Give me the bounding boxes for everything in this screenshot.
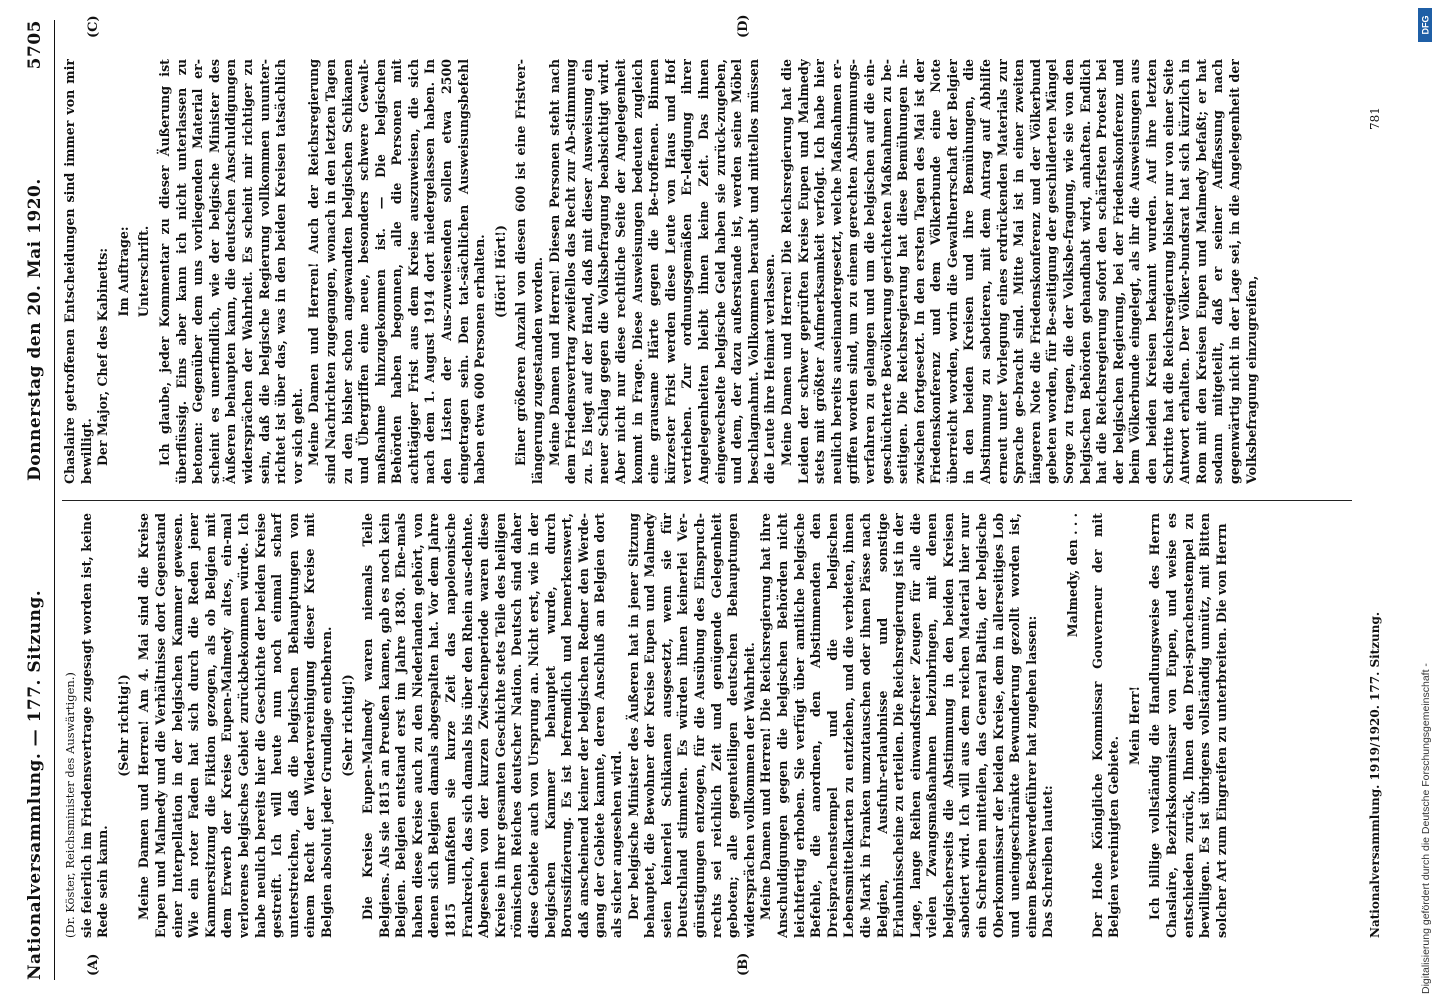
paragraph: Der Major, Chef des Kabinetts: (95, 247, 111, 466)
margin-marker-a: (A) (86, 953, 101, 976)
paragraph: Chaslaire getroffenen Entscheidungen sind immer von mir bewilligt. (62, 59, 94, 484)
paragraph: (Dr. Köster, Reichsminister des Auswärtigen.) (63, 672, 77, 938)
margin-marker-c: (C) (86, 15, 101, 38)
running-header (20, 20, 50, 980)
footer-signature: Nationalversammlung. 1919/1920. 177. Sitzung. (1368, 611, 1382, 938)
header-title: Nationalversammlung. — 177. Sitzung. (25, 589, 45, 980)
header-rule (54, 20, 55, 980)
column-divider (62, 500, 1352, 501)
paragraph: (Hört! Hört!) (492, 225, 508, 318)
paragraph: Die Kreise Eupen-Malmedy waren niemals Teile Belgiens. Als sie 1815 an Preußen kamen, gab es noch kein Belgien. Belgien entstand erst im Jahre 1830. Ehe-mals haben diese Kreise auch zu den Niederlanden gehört, von denen sich Belgien damals abgespalten hat. Vor dem Jahre 1815 umfaßten sie kurze Zeit das napoleonische Frankreich, das sich damals bis über den Rhein aus-dehnte. Abgesehen von der kurzen Zwischenperiode waren diese Kreise in ihrer gesamten Geschichte stets Teile des heiligen römischen Reiches deutscher Nation. Deutsch sind daher diese Gebiete auch von Ursprung an. Nicht erst, wie in der belgischen Kammer behauptet wurde, durch Borussifizierung. Es ist befremdlich und bemerkenswert, daß anscheinend keiner der belgischen Redner den Werde-gang der Gebiete kannte, deren Anschluß an Belgien dort als sicher angesehen wird. (360, 513, 624, 938)
paragraph: Meine Damen und Herren! Die Reichsregierung hat ihre Anschuldigungen gegen die belgischen Behörden nicht leichtfertig erhoben. Sie verfügt über amtliche belgische Befehle, die anordnen, den Abstimmenden den Dreisprachenstempel und die belgischen Lebensmittelkarten zu entziehen, und die verbieten, ihnen die Mark in Franken umzutauschen oder ihnen Pässe nach Belgien, Ausfuhr-erlaubnisse und sonstige Erlaubnisscheine zu erteilen. Die Reichsregierung ist in der Lage, lange Reihen einwandsfreier Zeugen für alle die vielen Zwangsmaßnahmen beizubringen, mit denen belgischerseits die Abstimmung in den beiden Kreisen sabotiert wird. Ich will aus dem reichen Material hier nur ein Schreiben mitteilen, das General Baltia, der belgische Oberkommissar der beiden Kreise, dem in allerseitiges Lob und uneingeschränkte Bewunderung gezollt worden ist, einem Beschwerdeführer hat zugehen lassen: (758, 513, 1039, 938)
paragraph: Meine Damen und Herren! Am 4. Mai sind die Kreise Eupen und Malmedy und die Verhältnisse dort Gegenstand einer Interpellation in der belgischen Kammer gewesen. Wie ein roter Faden hat sich durch die Reden jener Kammersitzung die Fiktion gezogen, als ob Belgien mit dem Erwerb der Kreise Eupen-Malmedy altes, ein-mal verlorenes belgisches Gebiet zurückbekommen würde. Ich habe neulich bereits hier die Geschichte der beiden Kreise gestreift. Ich will heute nun noch einmal scharf unterstreichen, daß die belgischen Behauptungen von einem Recht der Wiedervereinigung dieser Kreise mit Belgien absolut jeder Grundlage entbehren. (136, 513, 334, 938)
dfg-logo (1418, 8, 1432, 42)
dfg-logo-text: DFG (1420, 15, 1430, 35)
paragraph: (Sehr richtig!) (115, 674, 131, 777)
digitization-note: Digitalisierung gefördert durch die Deutsche Forschungsgemeinschaft - (1420, 663, 1432, 994)
paragraph: sie feierlich im Friedensvertrage zugesagt worden ist, keine Rede sein kann. (78, 513, 111, 938)
paragraph: Ich glaube, jeder Kommentar zu dieser Äußerung ist überflüssig. Eins aber kann ich nicht unterlassen zu betonen: Gegenüber dem uns vorliegenden Material er-scheint es unerfindlich, wie der belgische Minister des Äußeren behaupten kann, die deutschen Anschuldigungen widersprächen der Wahrheit. Es scheint mir richtiger zu sein, daß die belgische Regierung vollkommen ununter-richtet ist über das, was in den beiden Kreisen tatsächlich vor sich geht. (156, 59, 305, 484)
header-date: Donnerstag den 20. Mai 1920. (25, 178, 45, 481)
paragraph: Unterschrift. (136, 225, 152, 318)
paragraph: Das Schreiben lautet: (1040, 785, 1056, 938)
margin-marker-b: (B) (736, 952, 751, 976)
left-column (62, 513, 1362, 938)
paragraph: Der belgische Minister des Äußeren hat in jener Sitzung behauptet, die Bewohner der Kreise Eupen und Malmedy seien keinerlei Schikanen ausgesetzt, wenn sie für Deutschland stimmten. Es würden ihnen keinerlei Ver-günstigungen entzogen, für die Ausübung des Einspruch-rechts sei reichlich Zeit und genügende Gelegenheit geboten; alle gegenteiligen deutschen Behauptungen widersprächen vollkommen der Wahrheit. (625, 513, 757, 938)
footer-sheet-number: 781 (1368, 107, 1382, 130)
paragraph: (Sehr richtig!) (339, 674, 355, 777)
paragraph: Meine Damen und Herren! Die Reichsregierung hat die Leiden der schwer geprüften Kreise Eupen und Malmedy stets mit größter Aufmerksamkeit verfolgt. Ich habe hier neulich bereits auseinandergesetzt, welche Maßnahmen er-griffen worden sind, um zu einem gerechten Abstimmungs-verfahren zu gelangen und um die belgischen auf die ein-geschüchterte Bevölkerung gerichteten Maßnahmen zu be-seitigen. Die Reichsregierung hat diese Bemühungen in-zwischen fortgesetzt. In den ersten Tagen des Mai ist der Friedenskonferenz und dem Völkerbunde eine Note überreicht worden, worin die Gewaltherrschaft der Belgier in den beiden Kreisen und ihre Bemühungen, die Abstimmung zu sabotieren, mit dem Antrag auf Abhilfe erneut unter Vorlegung eines erdrückenden Materials zur Sprache ge-bracht sind. Mitte Mai ist in einer zweiten längeren Note die Friedenskonferenz und der Völkerbund gebeten worden, für Be-seitigung der geschilderten Mängel Sorge zu tragen, die der Volksbe-fragung, wie sie von den belgischen Behörden gehandhabt wird, anhaften. Endlich hat die Reichsregierung sofort den schärfsten Protest bei der belgischen Regierung, bei der Friedenskonferenz und beim Völkerbunde eingelegt, als ihr die Ausweisungen aus den beiden Kreisen bekannt wurden. Auf ihre letzten Schritte hat die Reichsregierung bisher nur von einer Seite Antwort erhalten. Der Völker-bundsrat hat sich kürzlich in Rom mit den Kreisen Eupen und Malmedy befaßt; er hat sodann mitgeteilt, daß er seiner Auffassung nach gegenwärtig nicht in der Lage sei, in die Angelegenheit der Volksbefragung einzugreifen, (778, 59, 1259, 484)
paragraph: Ich billige vollständig die Handlungsweise des Herrn Chaslaire, Bezirkskommissar von Eupen, und weise es entschieden zurück, Ihnen den Drei-sprachenstempel zu bewilligen. Es ist übrigens vollständig unnütz, mit Bitten solcher Art zum Eingreifen zu unterbreiten. Die von Herrn (1147, 513, 1229, 938)
rotated-print-page (16, 0, 1396, 1000)
right-column (62, 59, 1362, 484)
paragraph: Meine Damen und Herren! Auch der Reichsregierung sind Nachrichten zugegangen, wonach in den letzten Tagen zu den bisher schon angewandten belgischen Schikanen und Übergriffen eine neue, besonders schwere Gewalt-maßnahme hinzugekommen ist. — Die belgischen Behörden haben begonnen, alle die Personen mit achttägiger Frist aus dem Kreise auszuweisen, die sich nach dem 1. August 1914 dort niedergelassen haben. In den Listen der Aus-zuweisenden sollen etwa 2500 eingetragen sein. Den tat-sächlichen Ausweisungsbefehl haben etwa 600 Personen erhalten. (306, 59, 488, 484)
margin-marker-d: (D) (736, 14, 751, 38)
paragraph: Mein Herr! (1126, 686, 1142, 765)
paragraph: Im Auftrage: (115, 226, 131, 317)
paragraph: Der Hohe Königliche Kommissar Gouverneur der mit Belgien vereinigten Gebiete. (1089, 513, 1122, 938)
paragraph: Meine Damen und Herren! Diesen Personen steht nach dem Friedensvertrag zweifellos das Recht zur Ab-stimmung zu. Es liegt auf der Hand, daß mit dieser Ausweisung ein neuer Schlag gegen die Volksbefragung beabsichtigt wird. Aber nicht nur diese rechtliche Seite der Angelegenheit kommt in Frage. Diese Ausweisungen bedeuten zugleich eine grausame Härte gegen die Be-troffenen. Binnen kürzester Frist werden diese Leute von Haus und Hof vertrieben. Zur ordnungsgemäßen Er-ledigung ihrer Angelegenheiten bleibt ihnen keine Zeit. Das ihnen eingewechselte belgische Geld haben sie zurück-zugeben, und dem, der dazu außerstande ist, werden seine Möbel beschlagnahmt. Vollkommen beraubt und mittellos müssen die Leute ihre Heimat verlassen. (546, 59, 778, 484)
page-number: 5705 (25, 20, 45, 70)
paragraph: Einer größeren Anzahl von diesen 600 ist eine Fristver-längerung zugestanden worden. (513, 59, 546, 484)
paragraph: Malmedy, den . . . (1065, 513, 1081, 638)
